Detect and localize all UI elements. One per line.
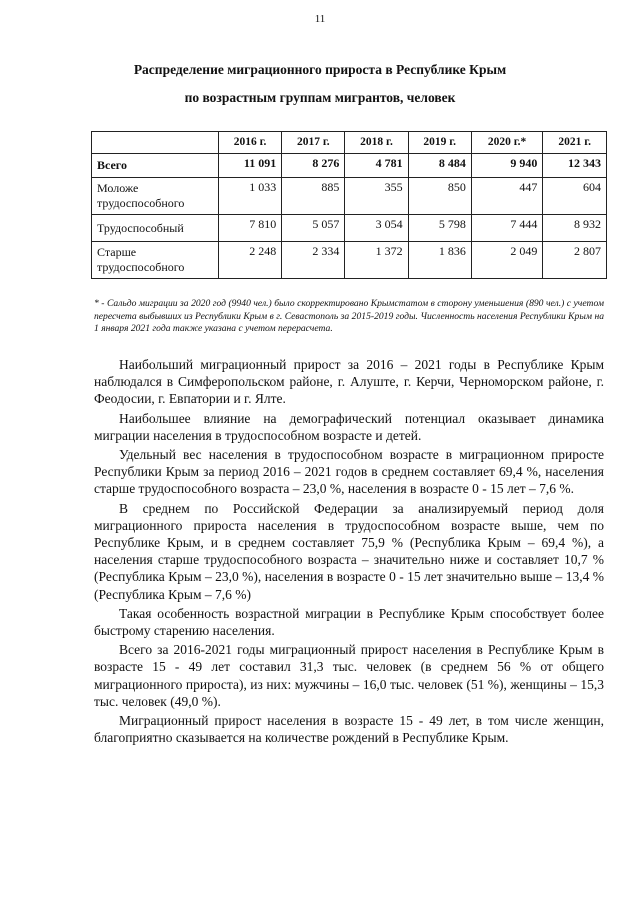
paragraph: Наибольшее влияние на демографический потенциал оказывает динамика миграции населения в трудоспособном возрасте и детей. (94, 410, 604, 443)
table-cell: 7 444 (471, 215, 543, 242)
table-cell: 2 807 (543, 242, 607, 279)
header-cell-2017: 2017 г. (282, 132, 345, 154)
table-cell: 604 (543, 178, 607, 215)
table-cell: 2 334 (282, 242, 345, 279)
header-cell-blank (92, 132, 219, 154)
table-header-row (92, 132, 607, 154)
header-cell-2021: 2021 г. (543, 132, 607, 154)
header-cell-2019: 2019 г. (408, 132, 471, 154)
row-label: Старше трудоспособного (92, 242, 219, 279)
table-cell: 5 798 (408, 215, 471, 242)
header-cell-2018: 2018 г. (345, 132, 408, 154)
table-cell: 12 343 (543, 154, 607, 178)
table-cell: 885 (282, 178, 345, 215)
table-cell: 8 484 (408, 154, 471, 178)
page-number: 11 (314, 13, 326, 25)
paragraph: Такая особенность возрастной миграции в Республике Крым способствует более быстрому старению населения. (94, 605, 604, 639)
table-cell: 1 033 (219, 178, 282, 215)
table-cell: 1 836 (408, 242, 471, 279)
body-text (94, 356, 604, 748)
table-cell: 2 248 (219, 242, 282, 279)
header-cell-2016: 2016 г. (219, 132, 282, 154)
paragraph: Всего за 2016-2021 годы миграционный прирост населения в Республике Крым в возрасте 15 - 49 лет составил 31,3 тыс. человек (в среднем 56 % от общего миграционного прироста), из них: мужчины – 16,0 тыс. человек (51 %), женщины – 15,3 тыс. человек (49,0 %). (94, 642, 604, 709)
row-label: Всего (92, 154, 219, 178)
migration-table (91, 131, 607, 279)
paragraph: Наибольший миграционный прирост за 2016 – 2021 годы в Республике Крым наблюдался в Симферопольском районе, г. Алуште, г. Керчи, Черноморском районе, г. Феодосии, г. Евпатории и г. Ялте. (94, 357, 604, 407)
table-cell: 850 (408, 178, 471, 215)
table-cell: 2 049 (471, 242, 543, 279)
table-row-below-working-age (92, 178, 607, 215)
table-cell: 8 932 (543, 215, 607, 242)
table-cell: 9 940 (471, 154, 543, 178)
table-cell: 5 057 (282, 215, 345, 242)
header-cell-2020: 2020 г.* (471, 132, 543, 154)
row-label: Моложе трудоспособного (92, 178, 219, 215)
table-title-line1: Распределение миграционного прироста в Республике Крым (133, 62, 507, 77)
table-cell: 447 (471, 178, 543, 215)
table-cell: 3 054 (345, 215, 408, 242)
table-cell: 11 091 (219, 154, 282, 178)
table-title-line2: по возрастным группам мигрантов, человек (184, 90, 456, 105)
table-cell: 8 276 (282, 154, 345, 178)
paragraph: В среднем по Российской Федерации за анализируемый период доля миграционного прироста населения в трудоспособном возрасте выше, чем по Республике Крым, и в среднем составляет 75,9 % (Республика Крым – 69,4 %), а населения старше трудоспособного возраста – значительно ниже и составляет 10,7 % (Республика Крым – 23,0 %), населения в возрасте 0 - 15 лет значительно выше – 13,4 % (Республика Крым – 7,6 %) (94, 500, 604, 602)
table-row-above-working-age (92, 242, 607, 279)
table-cell: 1 372 (345, 242, 408, 279)
table-row-working-age (92, 215, 607, 242)
table-row-total (92, 154, 607, 178)
paragraph: Удельный вес населения в трудоспособном возрасте в миграционном приросте Республики Крым за период 2016 – 2021 годов в среднем составляет 69,4 %, населения старше трудоспособного возраста – 23,0 %, населения в возрасте 0 - 15 лет – 7,6 %. (94, 447, 604, 497)
paragraph: Миграционный прирост населения в возрасте 15 - 49 лет, в том числе женщин, благоприятно сказывается на количестве рождений в Республике Крым. (94, 713, 604, 746)
table-cell: 355 (345, 178, 408, 215)
table-footnote: * - Сальдо миграции за 2020 год (9940 чел.) было скорректировано Крымстатом в сторону уменьшения (890 чел.) с учетом пересчета выбывших из Республики Крым в г. Севастополь за 2015-2019 годы. Численность населения Республики Крым на 1 января 2021 года также указана с учетом перерасчета. (94, 298, 604, 335)
row-label: Трудоспособный (92, 215, 219, 242)
table-cell: 4 781 (345, 154, 408, 178)
table-cell: 7 810 (219, 215, 282, 242)
